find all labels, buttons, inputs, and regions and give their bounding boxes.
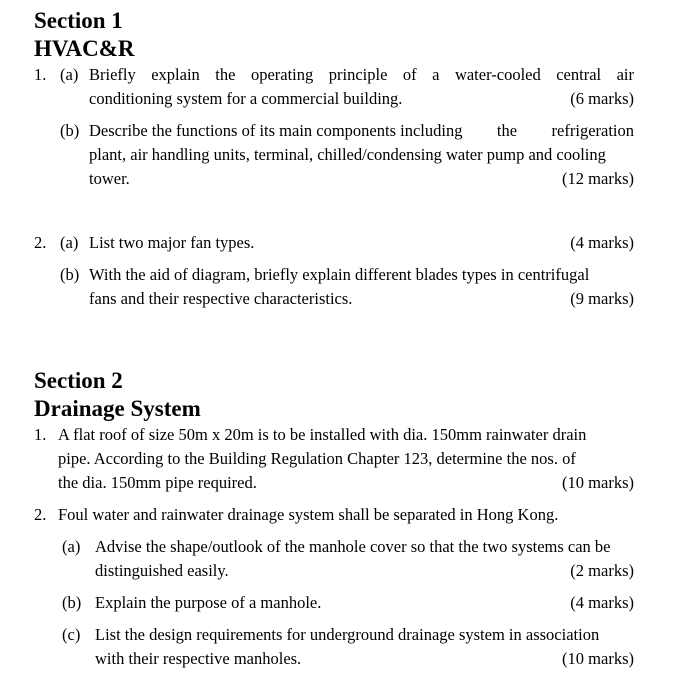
s1-q2-number: 2.: [34, 233, 47, 252]
s1-q1b-label: (b): [60, 121, 80, 140]
s2-q2a-label: (a): [62, 537, 81, 556]
section1-subheading: HVAC&R: [34, 36, 135, 61]
s1-q2a-marks: (4 marks): [570, 233, 634, 252]
section2-heading: Section 2: [34, 368, 123, 393]
section1-heading: Section 1: [34, 8, 123, 33]
s2-q1-line1: A flat roof of size 50m x 20m is to be installed with dia. 150mm rainwater drain: [58, 425, 587, 444]
s1-q2b-line2: fans and their respective characteristics.: [89, 289, 353, 308]
s1-q2a-text: List two major fan types.: [89, 233, 255, 252]
s2-q2c-line1: List the design requirements for underground drainage system in association: [95, 625, 600, 644]
word: Describe the functions of its main components including: [89, 121, 463, 140]
word: a: [432, 65, 440, 84]
s1-q1b-line1: [89, 120, 634, 142]
s2-q2a-line2: distinguished easily.: [95, 561, 229, 580]
s1-q1a-label: (a): [60, 65, 79, 84]
word: the: [496, 121, 518, 140]
section2-subheading: Drainage System: [34, 396, 201, 421]
word: explain: [151, 65, 200, 84]
s1-q1-number: 1.: [34, 65, 47, 84]
s2-q1-line3: the dia. 150mm pipe required.: [58, 473, 257, 492]
word: refrigeration: [551, 121, 634, 140]
s2-q2b-text: Explain the purpose of a manhole.: [95, 593, 322, 612]
s2-q1-line2: pipe. According to the Building Regulation Chapter 123, determine the nos. of: [58, 449, 576, 468]
s2-q2-number: 2.: [34, 505, 47, 524]
s1-q2b-marks: (9 marks): [570, 289, 634, 308]
s1-q1a-marks: (6 marks): [570, 89, 634, 108]
s2-q2c-marks: (10 marks): [562, 649, 634, 668]
word: operating: [250, 65, 314, 84]
s1-q1a-line1: [89, 64, 634, 86]
s1-q2b-line1: With the aid of diagram, briefly explain different blades types in centrifugal: [89, 265, 590, 284]
word: central: [556, 65, 602, 84]
s1-q2b-label: (b): [60, 265, 80, 284]
s1-q1a-line2: conditioning system for a commercial building.: [89, 89, 403, 108]
s1-q2a-label: (a): [60, 233, 79, 252]
s2-q2b-marks: (4 marks): [570, 593, 634, 612]
word: the: [215, 65, 236, 84]
s2-q2c-line2: with their respective manholes.: [95, 649, 302, 668]
word: water-cooled: [454, 65, 541, 84]
word: air: [616, 65, 634, 84]
s2-q2-text: Foul water and rainwater drainage system shall be separated in Hong Kong.: [58, 505, 559, 524]
s2-q1-number: 1.: [34, 425, 47, 444]
word: principle: [328, 65, 388, 84]
s2-q2b-label: (b): [62, 593, 82, 612]
s2-q2a-line1: Advise the shape/outlook of the manhole cover so that the two systems can be: [95, 537, 611, 556]
s1-q1b-line3: tower.: [89, 169, 130, 188]
s1-q1b-marks: (12 marks): [562, 169, 634, 188]
word: of: [402, 65, 417, 84]
s2-q2c-label: (c): [62, 625, 81, 644]
s2-q1-marks: (10 marks): [562, 473, 634, 492]
s1-q1b-line2: plant, air handling units, terminal, chilled/condensing water pump and cooling: [89, 145, 606, 164]
s2-q2a-marks: (2 marks): [570, 561, 634, 580]
word: Briefly: [89, 65, 136, 84]
